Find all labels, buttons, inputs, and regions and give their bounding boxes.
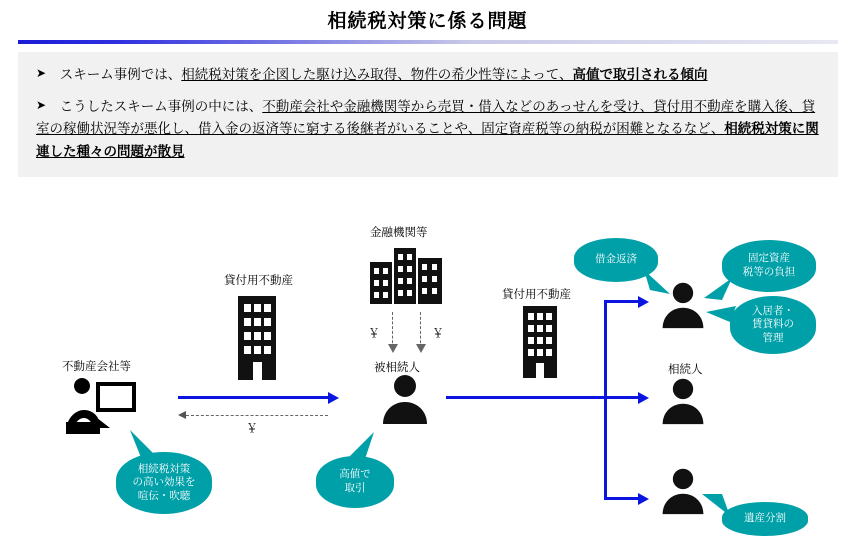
- yen-symbol-mid-right: ￥: [432, 326, 445, 340]
- label-rental-property-left: 貸付用不動産: [224, 275, 293, 287]
- bullet-segment: スキーム事例では、: [59, 67, 182, 82]
- dashed-arrow-head-down-icon-2: [415, 344, 427, 356]
- bubble-estate-division-tail-icon: [700, 490, 734, 520]
- label-real-estate-company: 不動産会社等: [62, 361, 131, 373]
- decedent-person-icon: [378, 372, 432, 426]
- heir-person-icon-middle: [658, 376, 708, 426]
- label-financial-institution: 金融機関等: [370, 227, 428, 239]
- arrow-company-to-decedent-head-icon: [328, 392, 339, 404]
- bullet-segment: こうしたスキーム事例の中には、: [59, 99, 263, 114]
- label-rental-property-right: 貸付用不動産: [502, 289, 571, 301]
- bullet-marker-icon: ➤: [36, 98, 47, 112]
- rental-property-right-icon: [518, 302, 562, 380]
- dashed-arrow-head-left-icon: [178, 411, 186, 419]
- arrow-head-heir-bottom-icon: [638, 493, 649, 505]
- bubble-promotion: 相続税対策 の高い効果を 喧伝・吹聴: [116, 452, 212, 514]
- bullet-segment-emphasis: 相続税対策に関連した種々の問題が散見: [36, 121, 819, 159]
- dashed-line-bank-down: [392, 312, 393, 348]
- arrow-head-heir-middle-icon: [638, 392, 649, 404]
- rental-property-left-icon: [232, 290, 282, 382]
- bubble-high-price: 高値で 取引: [316, 456, 394, 508]
- bullet-item: [36, 96, 824, 163]
- page-title: 相続税対策に係る問題: [327, 11, 528, 32]
- bubble-promotion-tail-icon: [128, 428, 164, 464]
- bubble-debt-repayment-tail-icon: [644, 268, 674, 300]
- bullet-segment-underline: 相続税対策を企図した駆け込み取得、物件の希少性等によって、: [181, 67, 573, 82]
- bullet-text: [60, 67, 708, 82]
- bubble-tenant-management-tail-icon: [704, 300, 738, 328]
- dashed-line-bank-up: [420, 312, 421, 348]
- bullet-text: [36, 99, 819, 159]
- bubble-estate-division: 遺産分割: [722, 502, 808, 536]
- arrow-to-heir-top: [604, 300, 640, 303]
- arrow-to-heir-middle: [604, 396, 640, 399]
- bubble-fixed-asset-tax: 固定資産 税等の負担: [722, 240, 816, 292]
- label-decedent: 被相続人: [374, 362, 420, 374]
- bubble-high-price-tail-icon: [344, 430, 378, 464]
- bubble-tenant-management: 入居者・ 賃貸料の 管理: [730, 296, 816, 354]
- bullet-item: [36, 64, 824, 86]
- bullet-marker-icon: ➤: [36, 66, 47, 80]
- bubble-debt-repayment: 借金返済: [574, 238, 658, 282]
- dashed-line-payment-left: [186, 415, 328, 416]
- arrow-to-heir-bottom: [604, 497, 640, 500]
- arrow-company-to-decedent: [178, 396, 328, 399]
- yen-symbol-left: ￥: [246, 421, 259, 435]
- title-divider: [18, 40, 838, 44]
- bullet-panel: [18, 52, 838, 177]
- yen-symbol-mid-left: ￥: [368, 326, 381, 340]
- bullet-segment-underline: 不動産会社や金融機関等から売買・借入などのあっせんを受け、貸付用不動産を購入後、貸室の稼働状況等が悪化し、借入金の返済等に窮する後継者がいることや、固定資産税等の納税が困難となるなど、: [36, 99, 816, 137]
- bullet-segment-emphasis: 高値で取引される傾向: [572, 67, 708, 82]
- financial-institution-icon: [368, 244, 446, 306]
- arrow-to-heirs-trunk: [446, 396, 606, 399]
- dashed-arrow-head-down-icon: [387, 344, 399, 356]
- label-heir: 相続人: [668, 364, 703, 376]
- arrow-to-heirs-vertical: [604, 300, 607, 500]
